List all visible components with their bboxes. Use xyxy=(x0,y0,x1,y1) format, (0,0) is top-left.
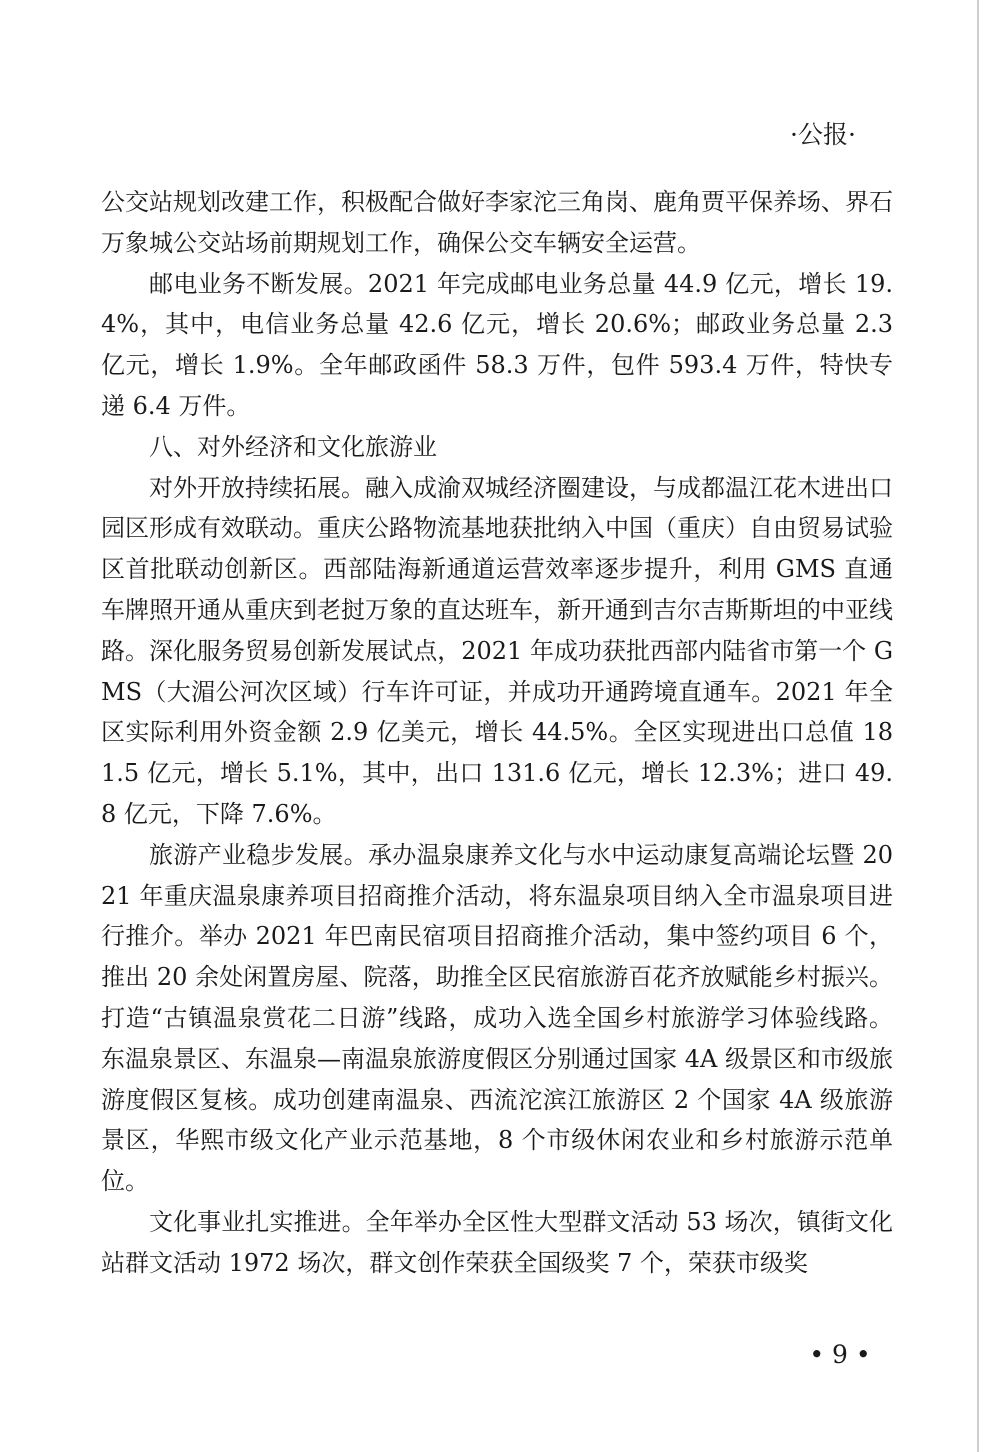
paragraph-postal-telecom: 邮电业务不断发展。2021 年完成邮电业务总量 44.9 亿元，增长 19.4%，其中，电信业务总量 42.6 亿元，增长 20.6%；邮政业务总量 2.3 亿元，增长 1.9%。全年邮政函件 58.3 万件，包件 593.4 万件，特快专递 6.4 万件。 xyxy=(101,269,893,420)
page-edge-line xyxy=(977,0,979,1452)
body-text xyxy=(101,182,893,1284)
paragraph-tourism: 旅游产业稳步发展。承办温泉康养文化与水中运动康复高端论坛暨 2021 年重庆温泉康养项目招商推介活动，将东温泉项目纳入全市温泉项目进行推介。举办 2021 年巴南民宿项目招商推介活动，集中签约项目 6 个，推出 20 余处闲置房屋、院落，助推全区民宿旅游百花齐放赋能乡村振兴。打造“古镇温泉赏花二日游”线路，成功入选全国乡村旅游学习体验线路。东温泉景区、东温泉—南温泉旅游度假区分别通过国家 4A 级景区和市级旅游度假区复核。成功创建南温泉、西流沱滨江旅游区 2 个国家 4A 级旅游景区，华熙市级文化产业示范基地，8 个市级休闲农业和乡村旅游示范单位。 xyxy=(101,840,893,1196)
section-heading-external-economy: 八、对外经济和文化旅游业 xyxy=(149,432,437,461)
paragraph-bus-station: 公交站规划改建工作，积极配合做好李家沱三角岗、鹿角贾平保养场、界石万象城公交站场前期规划工作，确保公交车辆安全运营。 xyxy=(101,188,893,257)
paragraph-opening-up: 对外开放持续拓展。融入成渝双城经济圈建设，与成都温江花木进出口园区形成有效联动。重庆公路物流基地获批纳入中国（重庆）自由贸易试验区首批联动创新区。西部陆海新通道运营效率逐步提升，利用 GMS 直通车牌照开通从重庆到老挝万象的直达班车，新开通到吉尔吉斯斯坦的中亚线路。深化服务贸易创新发展试点，2021 年成功获批西部内陆省市第一个 GMS（大湄公河次区域）行车许可证，并成功开通跨境直通车。2021 年全区实际利用外资金额 2.9 亿美元，增长 44.5%。全区实现进出口总值 181.5 亿元，增长 5.1%，其中，出口 131.6 亿元，增长 12.3%；进口 49.8 亿元，下降 7.6%。 xyxy=(101,473,893,828)
page-number: • 9 • xyxy=(809,1340,871,1369)
running-header: ·公报· xyxy=(790,120,856,149)
paragraph-culture: 文化事业扎实推进。全年举办全区性大型群文活动 53 场次，镇街文化站群文活动 1972 场次，群文创作荣获全国级奖 7 个，荣获市级奖 xyxy=(101,1207,893,1277)
